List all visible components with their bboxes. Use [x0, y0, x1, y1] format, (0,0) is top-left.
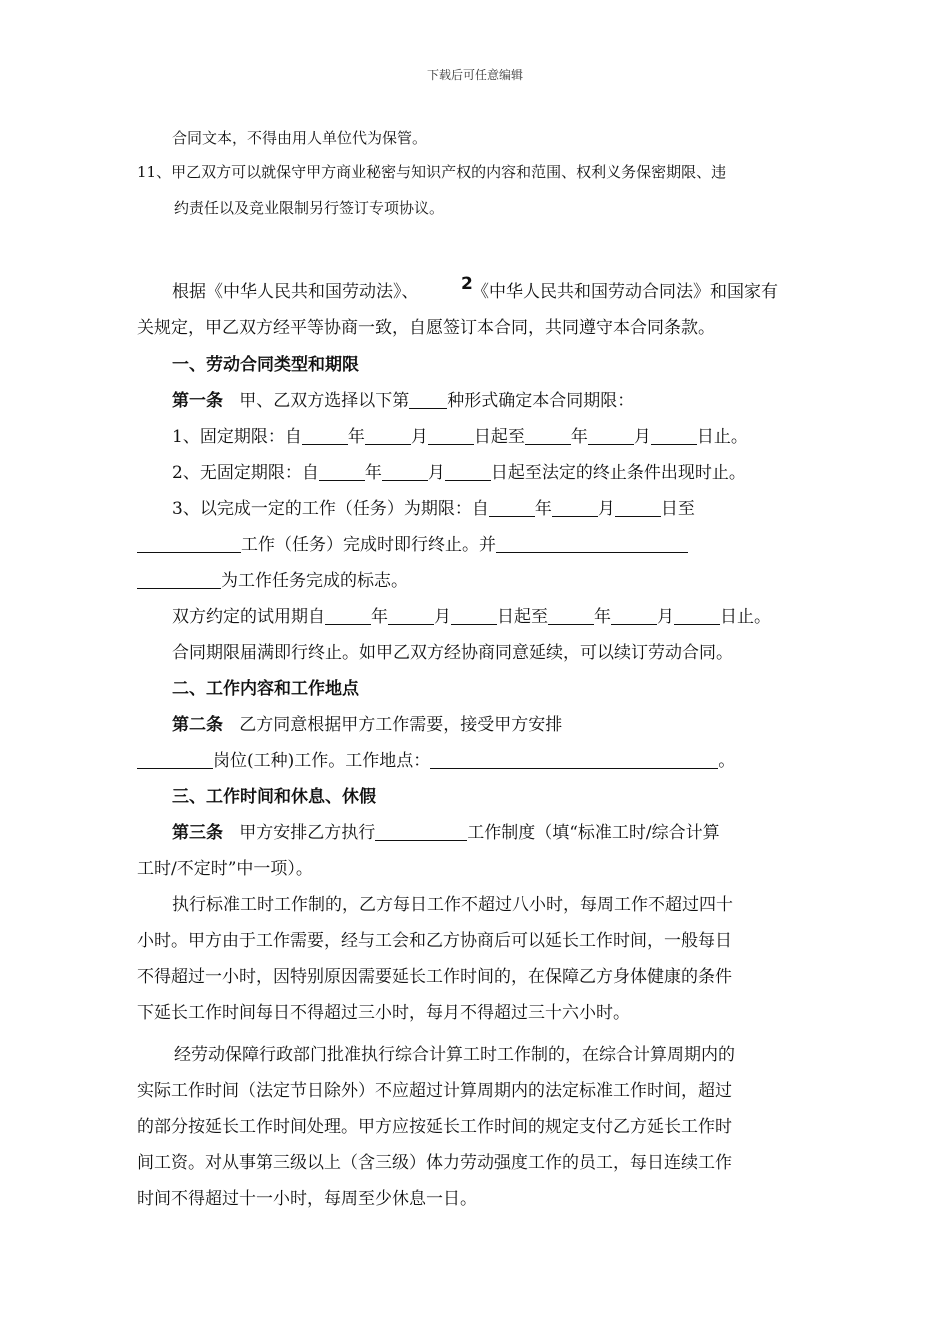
blank-start-year[interactable] [489, 500, 535, 517]
article-1-text-b: 种形式确定本合同期限： [447, 391, 635, 411]
section-1-heading: 一、劳动合同类型和期限 [172, 355, 359, 375]
end-label: 日止。 [720, 607, 771, 627]
para-1-line-4: 下延长工作时间每日不得超过三小时，每月不得超过三十六小时。 [137, 1003, 630, 1023]
prev-line-2: 11、甲乙双方可以就保守甲方商业秘密与知识产权的内容和范围、权利义务保密期限、违 [137, 163, 727, 181]
article-2-text-b: 岗位(工种)工作。工作地点： [213, 751, 431, 771]
option-1-line [172, 425, 748, 449]
para-1-line-3: 不得超过一小时，因特别原因需要延长工作时间的，在保障乙方身体健康的条件 [137, 967, 732, 987]
section-2-heading: 二、工作内容和工作地点 [172, 679, 359, 699]
year-label: 年 [364, 463, 382, 483]
year-label: 年 [347, 427, 365, 447]
from-label: 日起至 [473, 427, 525, 447]
section-3-heading: 三、工作时间和休息、休假 [172, 787, 376, 807]
blank-start-month[interactable] [388, 608, 434, 625]
blank-start-month[interactable] [382, 464, 428, 481]
blank-start-day[interactable] [615, 500, 661, 517]
para-1-line-2: 小时。甲方由于工作需要，经与工会和乙方协商后可以延长工作时间，一般每日 [137, 931, 732, 951]
option-2-label: 2、无固定期限：自 [172, 463, 319, 483]
year-label: 年 [594, 607, 611, 627]
prev-line-3: 约责任以及竞业限制另行签订专项协议。 [174, 199, 445, 217]
page-number: 2 [461, 274, 473, 294]
intro-line-1a: 根据《中华人民共和国劳动法》、 [172, 282, 419, 302]
blank-end-day[interactable] [651, 428, 697, 445]
option-3-text-c: 为工作任务完成的标志。 [221, 571, 408, 591]
renew-line: 合同期限届满即行终止。如甲乙双方经协商同意延续，可以续订劳动合同。 [172, 643, 733, 663]
year-label: 年 [534, 499, 552, 519]
blank-form-choice[interactable] [409, 392, 447, 409]
article-3-label: 第三条 [172, 823, 223, 843]
blank-work-system[interactable] [375, 824, 467, 841]
article-2-text-a: 乙方同意根据甲方工作需要，接受甲方安排 [239, 715, 563, 735]
blank-work-location[interactable] [430, 752, 718, 769]
blank-start-month[interactable] [365, 428, 411, 445]
month-label: 月 [633, 427, 651, 447]
article-2-text-c: 。 [718, 751, 736, 771]
article-3-line-2: 工时/不定时”中一项）。 [137, 859, 313, 879]
intro-line-2: 关规定，甲乙双方经平等协商一致，自愿签订本合同，共同遵守本合同条款。 [137, 318, 715, 338]
article-1-text-a: 甲、乙双方选择以下第 [239, 391, 410, 411]
prev-line-1: 合同文本，不得由用人单位代为保管。 [172, 129, 428, 147]
month-label: 月 [434, 607, 451, 627]
option-1-label: 1、固定期限：自 [172, 427, 302, 447]
article-1-line [172, 389, 634, 413]
blank-start-month[interactable] [552, 500, 598, 517]
option-3-line-3 [137, 569, 408, 593]
para-2-line-5: 时间不得超过十一小时，每周至少休息一日。 [137, 1189, 477, 1209]
blank-end-month[interactable] [588, 428, 634, 445]
blank-end-day[interactable] [674, 608, 720, 625]
blank-position[interactable] [137, 752, 213, 769]
probation-line [172, 605, 771, 629]
article-3-text-b: 工作制度（填“标准工时/综合计算 [467, 823, 720, 843]
option-3-label: 3、以完成一定的工作（任务）为期限：自 [172, 499, 489, 519]
probation-label: 双方约定的试用期自 [172, 607, 325, 627]
intro-line-1b: 《中华人民共和国劳动合同法》和国家有 [472, 282, 778, 302]
month-label: 月 [410, 427, 428, 447]
blank-start-year[interactable] [319, 464, 365, 481]
from-label: 日起至 [497, 607, 548, 627]
article-2-label: 第二条 [172, 715, 223, 735]
para-2-line-1: 经劳动保障行政部门批准执行综合计算工时工作制的，在综合计算周期内的 [174, 1045, 735, 1065]
end-label: 日止。 [696, 427, 748, 447]
blank-start-year[interactable] [302, 428, 348, 445]
month-label: 月 [597, 499, 615, 519]
to-label: 日至 [660, 499, 695, 519]
option-3-text-b: 工作（任务）完成时即行终止。并 [241, 535, 496, 555]
para-2-line-3: 的部分按延长工作时间处理。甲方应按延长工作时间的规定支付乙方延长工作时 [137, 1117, 732, 1137]
blank-start-day[interactable] [445, 464, 491, 481]
blank-end-year[interactable] [548, 608, 594, 625]
blank-end-month[interactable] [611, 608, 657, 625]
blank-start-day[interactable] [451, 608, 497, 625]
article-2-line-2 [137, 749, 735, 773]
blank-start-year[interactable] [325, 608, 371, 625]
blank-start-day[interactable] [428, 428, 474, 445]
option-2-line [172, 461, 746, 485]
article-2-line [172, 713, 562, 737]
option-3-line [172, 497, 695, 521]
year-label: 年 [371, 607, 388, 627]
year-label: 年 [570, 427, 588, 447]
para-2-line-4: 间工资。对从事第三级以上（含三级）体力劳动强度工作的员工，每日连续工作 [137, 1153, 732, 1173]
para-2-line-2: 实际工作时间（法定节日除外）不应超过计算周期内的法定标准工作时间，超过 [137, 1081, 732, 1101]
page-header: 下载后可任意编辑 [426, 68, 523, 82]
blank-end-year[interactable] [525, 428, 571, 445]
article-1-label: 第一条 [172, 391, 223, 411]
article-3-text-a: 甲方安排乙方执行 [239, 823, 376, 843]
blank-completion-mark[interactable] [137, 572, 221, 589]
blank-task[interactable] [137, 536, 241, 553]
month-label: 月 [657, 607, 674, 627]
month-label: 月 [427, 463, 445, 483]
option-2-tail: 日起至法定的终止条件出现时止。 [490, 463, 746, 483]
blank-completion-sign[interactable] [496, 536, 688, 553]
para-1-line-1: 执行标准工时工作制的，乙方每日工作不超过八小时，每周工作不超过四十 [172, 895, 733, 915]
article-3-line [172, 821, 720, 845]
option-3-line-2 [137, 533, 688, 557]
